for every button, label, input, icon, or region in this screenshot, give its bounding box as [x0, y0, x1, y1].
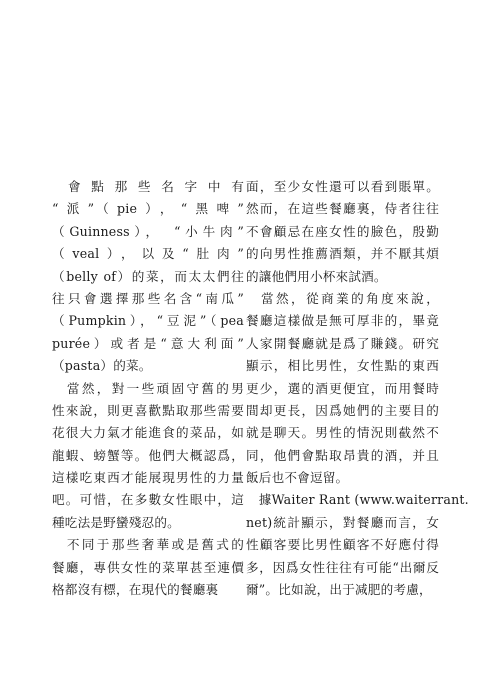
text-line: 會 點 那 些 名 字 中 有 [52, 179, 244, 194]
text-line: （pasta）的菜。 [52, 358, 152, 374]
left-column [52, 176, 244, 601]
text-line: 不同于那些奢華或是舊式的 [52, 537, 244, 553]
text-line: 這樣吃東西才能展現男性的力量 [52, 470, 244, 486]
text-line: purée）或者是“意大利面” [52, 335, 244, 351]
text-line: 據Waiter Rant (www.waiterrant. [246, 492, 469, 508]
text-line: “派”（pie），“黑啤” [52, 201, 244, 217]
text-line: net)統計顯示，對餐廳而言，女 [246, 514, 439, 530]
text-line: 不會顧忌在座女性的臉色，殷勤 [246, 223, 439, 239]
text-line: 的向男性推薦酒類，并不厭其煩 [246, 246, 439, 262]
text-line: 的讓他們用小杯來試酒。 [246, 268, 387, 284]
text-line: 爾”。比如說，出于减肥的考慮， [246, 582, 432, 598]
text-line: 種吃法是野蠻殘忍的。 [52, 514, 180, 530]
text-line: （veal），以及“肚肉” [52, 246, 244, 262]
text-line: 同，他們會點取昂貴的酒，并且 [246, 447, 439, 463]
text-line: 當然，對一些頑固守舊的男 [52, 380, 244, 396]
right-column [246, 176, 469, 601]
text-line: 人家開餐廳就是爲了賺錢。研究 [246, 335, 439, 351]
text-line: 就是聊天。男性的情況則截然不 [246, 425, 439, 441]
text-line: 往只會選擇那些名含“南瓜” [52, 290, 244, 306]
text-line: 面，至少女性還可以看到賬單。 [246, 179, 439, 194]
text-line: 然而，在這些餐廳裏，侍者往往 [246, 201, 439, 217]
text-line: 格都沒有標，在現代的餐廳裏 [52, 582, 219, 598]
text-line: 吧。可惜，在多數女性眼中，這 [52, 492, 244, 508]
text-line: 餐廳，專供女性的菜單甚至連價 [52, 559, 244, 575]
text-line: 龍蝦、螃蟹等。他們大概認爲， [52, 447, 244, 463]
text-line: 花很大力氣才能進食的菜品，如 [52, 425, 244, 441]
text-line: （Guinness）， “小牛肉” [52, 223, 244, 239]
text-line: 多，因爲女性往往有可能“出爾反 [246, 559, 439, 575]
text-line: 餐廳這樣做是無可厚非的，畢竟 [246, 313, 439, 329]
text-line: 飯后也不會逗留。 [246, 470, 349, 486]
text-line: 間却更長，因爲她們的主要目的 [246, 402, 439, 418]
text-line: 當然，從商業的角度來說， [246, 290, 439, 306]
text-line: 性來說，則更喜歡點取那些需要 [52, 402, 244, 418]
text-line: （belly of）的菜，而太太們往 [52, 268, 244, 284]
text-line: 顯示，相比男性，女性點的東西 [246, 358, 439, 374]
text-line: 性顧客要比男性顧客不好應付得 [246, 537, 439, 553]
text-line: 更少，選的酒更便宜，而用餐時 [246, 380, 439, 396]
text-line: （Pumpkin），“豆泥”（pea [52, 313, 244, 329]
